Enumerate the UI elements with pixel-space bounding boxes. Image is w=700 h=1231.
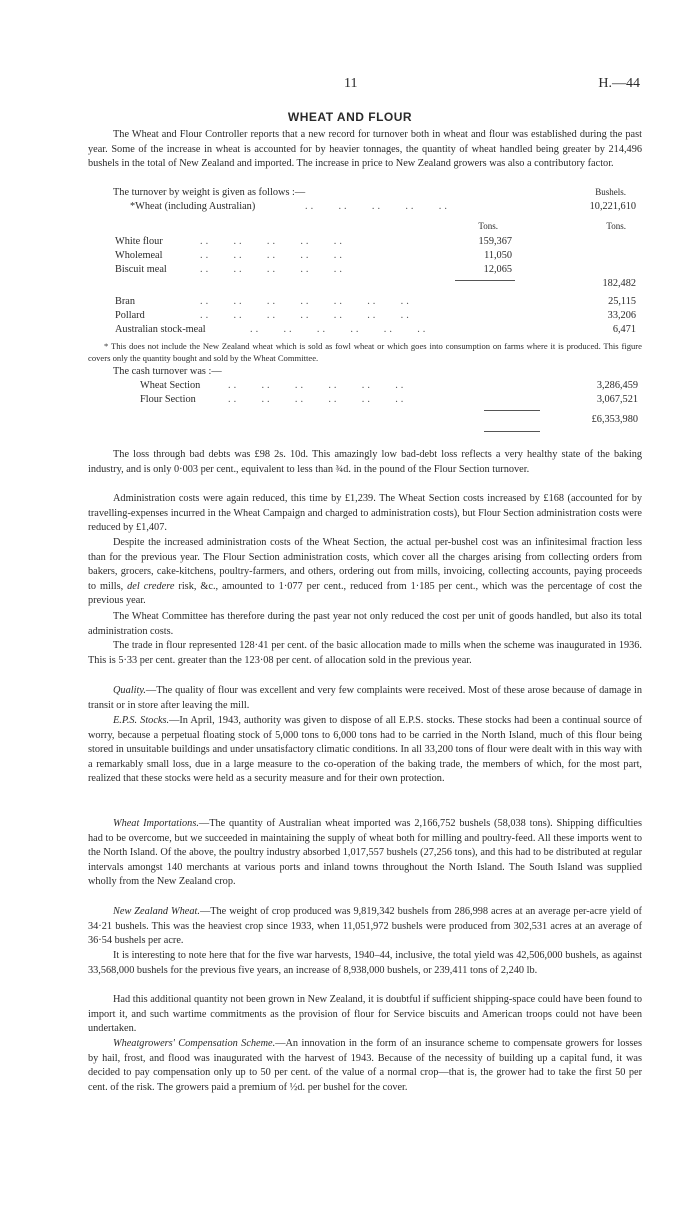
eps-paragraph [88,714,642,787]
total-double-rule [484,431,540,432]
footnote: * This does not include the New Zealand wheat which is sold as fowl wheat or which goes into consumption on farms where it is produced. This figure covers only the quantity bought and sold by the Wheat Committee. [88,341,642,363]
wheat-bushels: 10,221,610 [589,201,636,212]
compensation-text: —An innovation in the form of an insurance scheme to compensate growers for losses by hail, frost, and flood was inaugurated with the harvest of 1943. Because of the necessity of building up a capital fund, it was decided to pay compensation only up to 50 per cent. of the value of a normal crop—that is, the grower had to take the first 50 per cent. of the risk. The growers paid a premium of ½d. per bushel for the cover. [88,1038,642,1093]
leader-dots: .. .. .. .. .. .. [228,380,407,391]
flour-total: 182,482 [602,278,636,289]
admin-paragraph: Administration costs were again reduced, this time by £1,239. The Wheat Section costs increased by £168 (accounted for by travelling-expenses incurred in the Wheat Campaign and charged to administration costs), but Flour Section administration costs were reduced by £1,407. [88,493,642,534]
leader-dots: .. .. .. .. .. [200,264,345,275]
bushels-header: Bushels. [595,187,626,197]
imports-heading: Wheat Importations. [113,818,199,829]
item-label: Wholemeal [115,250,163,261]
page-number: 11 [344,76,358,91]
nz-wheat-text: —The weight of crop produced was 9,819,342 bushels from 286,998 acres at an average per-acre yield of 34·21 bushels. This was the heaviest crop since 1933, when 11,051,972 bushels were produced from 302,531 acres at an average of 36·54 bushels per acre. [88,906,642,947]
item-value: 12,065 [483,264,512,275]
cash-total: £6,353,980 [591,414,638,425]
committee-paragraph: The Wheat Committee has therefore during the past year not only reduced the cost per unit of goods handled, but also its total administration costs. [88,611,642,637]
turnover-heading: The turnover by weight is given as follows :— [113,187,306,198]
tons-header-subtotals: Tons. [478,221,498,231]
tons-header-totals: Tons. [606,221,626,231]
section-title: WHEAT AND FLOUR [287,110,413,124]
leader-dots: .. .. .. .. .. .. .. [200,310,412,321]
item-label: Bran [115,296,136,307]
item-label: White flour [115,236,163,247]
total-rule [484,410,540,411]
compensation-paragraph [88,1037,642,1095]
leader-dots: .. .. .. .. .. [305,201,450,212]
interesting-paragraph: It is interesting to note here that for the five war harvests, 1940–44, inclusive, the total yield was 42,506,000 bushels, as against 33,568,000 bushels for the previous five years, an increase of 8,938,000 bushels, or 239,411 tons of 2,240 lb. [88,950,642,976]
quality-text: —The quality of flour was excellent and very few complaints were received. Most of these arose because of damage in transit or in store after leaving the mill. [88,685,642,711]
bad-debts-paragraph: The loss through bad debts was £98 2s. 10d. This amazingly low bad-debt loss reflects a very healthy state of the baking industry, and is only 0·003 per cent., equivalent to less than ¾d. in the pound of the Flour Section turnover. [88,449,642,475]
leader-dots: .. .. .. .. .. .. [228,394,407,405]
despite-text-1: Despite the increased administration costs of the Wheat Section, the actual per-bushel cost was an infinitesimal fraction less than for the previous year. The Flour Section administration costs, which cover all the charges arising from collecting orders from bakers, grocers, cake-kitchens, poultry-farmers, and others, ordering out from mills, invoicing, collecting accounts, paying proceeds to mills, [88,537,642,592]
despite-italic-term: del credere [127,580,175,592]
leader-dots: .. .. .. .. .. .. .. [200,296,412,307]
cash-item-value: 3,286,459 [596,380,638,391]
item-value: 33,206 [607,310,636,321]
despite-text-2: risk, &c., amounted to 1·077 per cent., reduced from 1·185 per cent., which was the percentage of cost the previous year. [88,580,642,607]
eps-heading: E.P.S. Stocks. [113,715,170,726]
compensation-heading: Wheatgrowers' Compensation Scheme. [113,1038,276,1049]
had-paragraph: Had this additional quantity not been grown in New Zealand, it is doubtful if sufficient shipping-space could have been found to import it, and such wartime commitments as the provision of flour for Service biscuits and American troops could not have been undertaken. [88,994,642,1035]
imports-paragraph [88,817,642,890]
item-value: 25,115 [608,296,636,307]
quality-heading: Quality. [113,685,146,696]
nz-wheat-heading: New Zealand Wheat. [113,906,200,917]
eps-text: —In April, 1943, authority was given to dispose of all E.P.S. stocks. These stocks had been a continual source of worry, because a perpetual floating stock of 5,000 tons to 6,000 tons had to be carried in the North Island, much of this flour being stored in unsuitable buildings and under unsatisfactory climatic conditions. In all 33,200 tons of flour were dealt with in this way with a remarkably small loss, due in a large measure to the co-operation of the baking trade, the members of which, for the most part, realized that these stocks were held as a security measure and for their own protection. [88,715,643,785]
item-value: 11,050 [484,250,512,261]
cash-item-label: Wheat Section [140,380,201,391]
item-value: 6,471 [612,324,636,335]
item-label: Biscuit meal [115,264,167,275]
quality-paragraph [88,684,642,713]
imports-text: —The quantity of Australian wheat imported was 2,166,752 bushels (58,038 tons). Shipping difficulties had to be overcome, but we succeeded in maintaining the supply of wheat both for milling and poultry-feed. All these imports went to the North Island. Of the above, the poultry industry absorbed 1,017,557 bushels (27,256 tons), and this had to be distributed at regular intervals amongst 140 merchants at various ports and inland towns throughout the North Island. The South Island was supplied wholly from the New Zealand crop. [88,818,642,888]
item-label: Australian stock-meal [115,324,206,335]
cash-item-value: 3,067,521 [596,394,638,405]
document-reference: H.—44 [598,76,640,91]
cash-item-label: Flour Section [140,394,196,405]
despite-paragraph [88,536,642,609]
leader-dots: .. .. .. .. .. [200,250,345,261]
cash-heading: The cash turnover was :— [113,366,222,377]
trade-paragraph: The trade in flour represented 128·41 per cent. of the basic allocation made to mills when the scheme was inaugurated in 1936. This is 5·33 per cent. greater than the 123·08 per cent. of allocation sold in the previous year. [88,640,642,666]
intro-paragraph: The Wheat and Flour Controller reports that a new record for turnover both in wheat and flour was established during the past year. Some of the increase in wheat is accounted for by heavier tonnages, the quantity of wheat handled being greater by 214,496 bushels in the total of New Zealand and imported. The increase in price to New Zealand growers was also a contributory factor. [88,129,642,170]
item-label: Pollard [115,310,145,321]
leader-dots: .. .. .. .. .. [200,236,345,247]
wheat-label: *Wheat (including Australian) [130,201,256,212]
subtotal-rule [455,280,515,281]
item-value: 159,367 [478,236,512,247]
nz-wheat-paragraph [88,905,642,949]
leader-dots: .. .. .. .. .. .. [250,324,429,335]
